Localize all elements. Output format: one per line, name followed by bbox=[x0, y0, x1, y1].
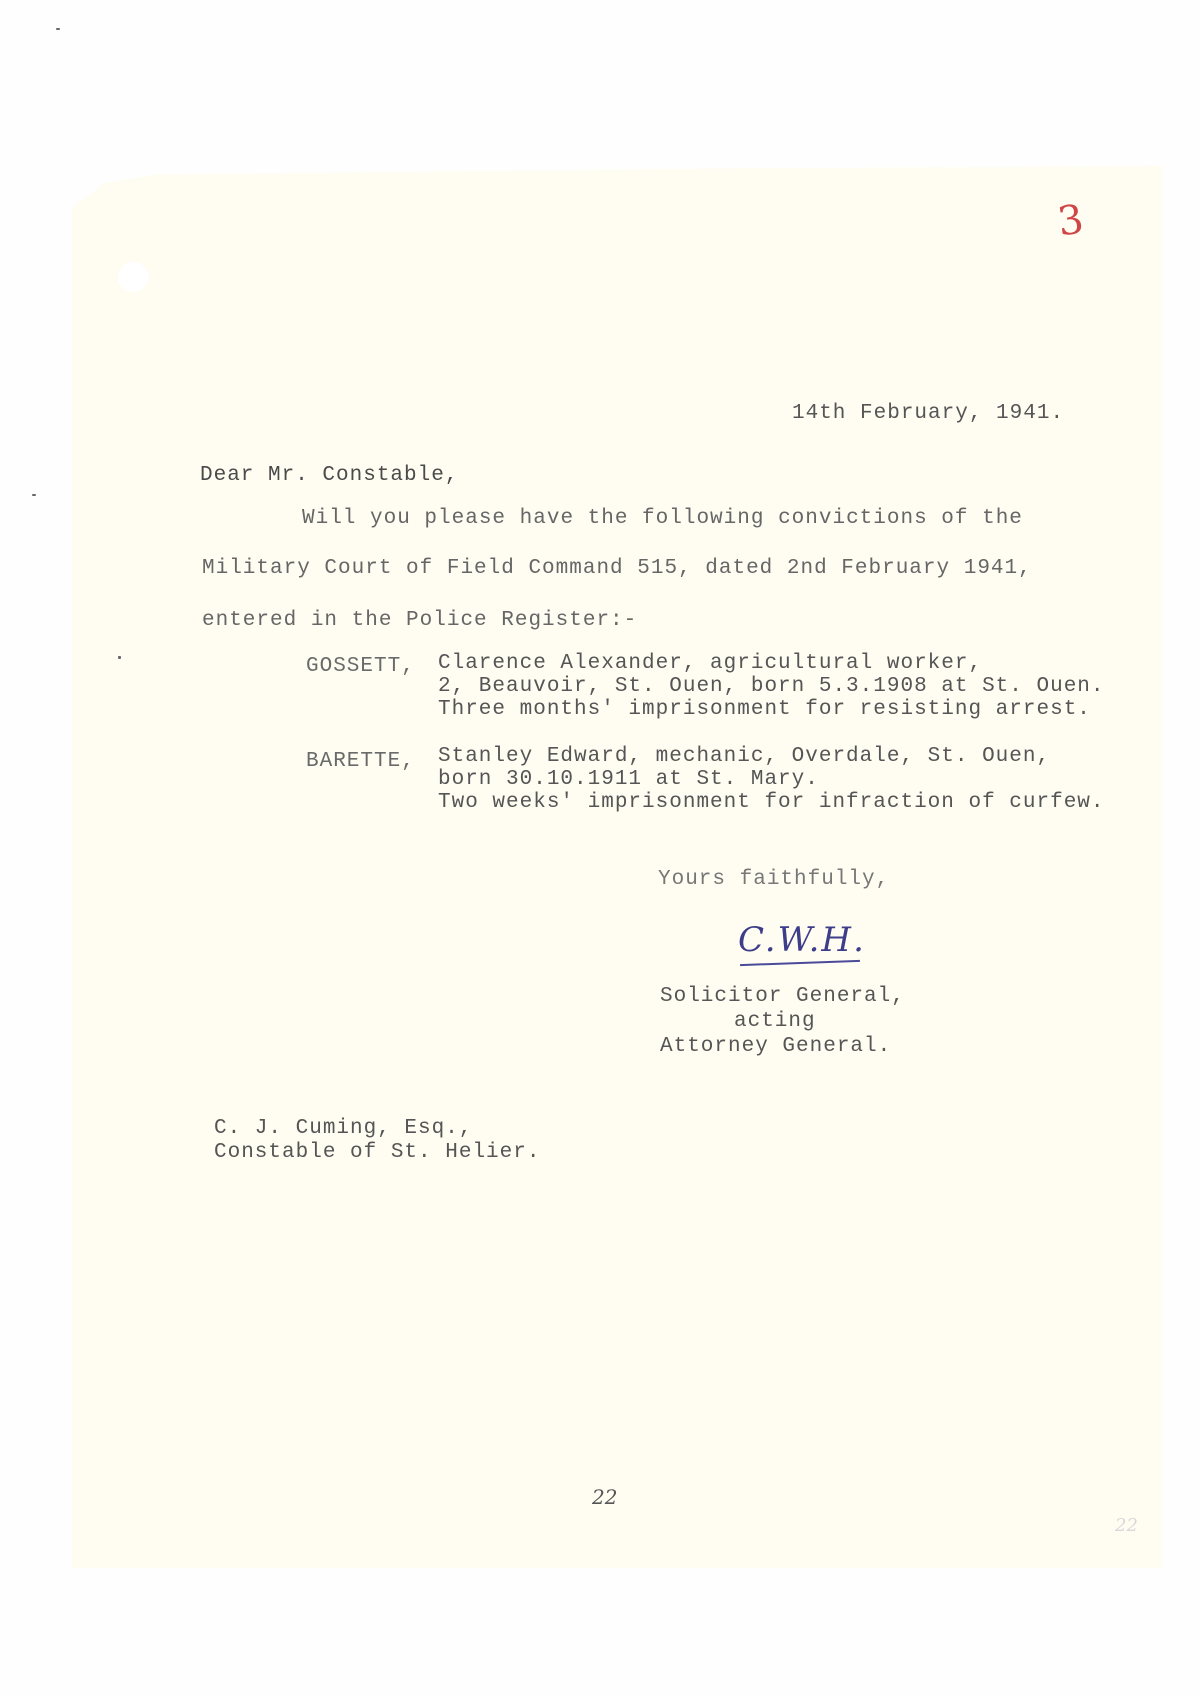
closing: Yours faithfully, bbox=[658, 868, 890, 891]
body-line: Military Court of Field Command 515, dated 2nd February 1941, bbox=[202, 557, 1032, 580]
faint-corner-mark: 22 bbox=[1115, 1515, 1138, 1536]
conviction-detail: Clarence Alexander, agricultural worker, bbox=[438, 652, 983, 675]
page-number: 3 bbox=[1054, 196, 1087, 246]
signatory-title: acting bbox=[734, 1010, 816, 1033]
conviction-sentence: Two weeks' imprisonment for infraction of curfew. bbox=[438, 791, 1105, 814]
conviction-surname: GOSSETT, bbox=[306, 655, 415, 678]
scan-speck bbox=[32, 494, 36, 496]
scan-speck bbox=[56, 28, 60, 30]
conviction-surname: BARETTE, bbox=[306, 750, 415, 773]
body-line: entered in the Police Register:- bbox=[202, 609, 638, 632]
letter-sheet bbox=[72, 166, 1162, 1568]
signatory-title: Attorney General. bbox=[660, 1035, 892, 1058]
salutation: Dear Mr. Constable, bbox=[200, 464, 459, 487]
letter-date: 14th February, 1941. bbox=[792, 402, 1065, 425]
punch-hole bbox=[118, 262, 148, 292]
handwritten-signature: C.W.H. bbox=[738, 920, 866, 960]
handwritten-folio-mark: 22 bbox=[592, 1485, 618, 1509]
signatory-title: Solicitor General, bbox=[660, 985, 905, 1008]
conviction-sentence: Three months' imprisonment for resisting arrest. bbox=[438, 698, 1091, 721]
body-line: Will you please have the following convictions of the bbox=[302, 507, 1023, 530]
conviction-detail: Stanley Edward, mechanic, Overdale, St. Ouen, bbox=[438, 745, 1051, 768]
addressee-name: C. J. Cuming, Esq., bbox=[214, 1117, 473, 1140]
scan-speck bbox=[118, 656, 121, 659]
conviction-detail: 2, Beauvoir, St. Ouen, born 5.3.1908 at St. Ouen. bbox=[438, 675, 1105, 698]
conviction-detail: born 30.10.1911 at St. Mary. bbox=[438, 768, 819, 791]
addressee-title: Constable of St. Helier. bbox=[214, 1141, 541, 1164]
